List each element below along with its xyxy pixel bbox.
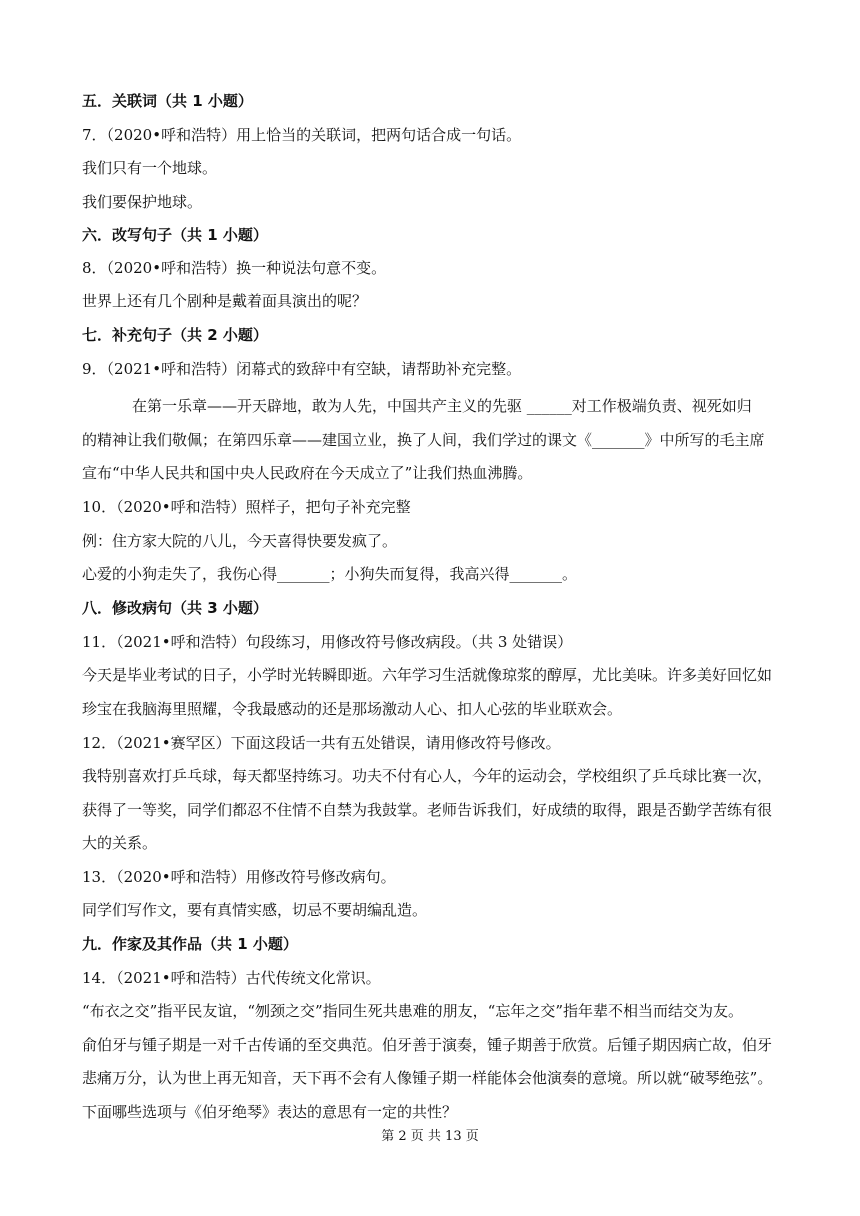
section-heading-5: 五．关联词（共 1 小题） bbox=[82, 92, 253, 110]
question-13-line-1: 同学们写作文，要有真情实感，切忌不要胡编乱造。 bbox=[82, 901, 428, 919]
question-14-paragraph-3: 悲痛万分，认为世上再无知音，天下再不会有人像锺子期一样能体会他演奏的意境。所以就“破琴绝弦”。 bbox=[82, 1069, 773, 1087]
question-12-stem: 12．（2021•赛罕区）下面这段话一共有五处错误，请用修改符号修改。 bbox=[82, 734, 561, 752]
question-13-stem: 13．（2020•呼和浩特）用修改符号修改病句。 bbox=[82, 868, 396, 886]
question-7-stem: 7．（2020•呼和浩特）用上恰当的关联词，把两句话合成一句话。 bbox=[82, 126, 522, 144]
question-10-stem: 10．（2020•呼和浩特）照样子，把句子补充完整 bbox=[82, 498, 411, 516]
question-14-paragraph-4: 下面哪些选项与《伯牙绝琴》表达的意思有一定的共性？ bbox=[82, 1103, 458, 1121]
question-12-paragraph-2: 获得了一等奖，同学们都忍不住情不自禁为我鼓掌。老师告诉我们，好成绩的取得，跟是否勤学苦练有很 bbox=[82, 801, 773, 819]
question-14-stem: 14．（2021•呼和浩特）古代传统文化常识。 bbox=[82, 969, 381, 987]
question-12-paragraph-3: 大的关系。 bbox=[82, 834, 158, 852]
question-7-line-1: 我们只有一个地球。 bbox=[82, 159, 218, 177]
question-8-line-1: 世界上还有几个剧种是戴着面具演出的呢？ bbox=[82, 292, 368, 310]
question-9-stem: 9．（2021•呼和浩特）闭幕式的致辞中有空缺，请帮助补充完整。 bbox=[82, 360, 522, 378]
question-12-paragraph-1: 我特别喜欢打乒乓球，每天都坚持练习。功夫不付有心人，今年的运动会，学校组织了乒乓球比赛一次， bbox=[82, 767, 773, 785]
question-11-paragraph-1: 今天是毕业考试的日子，小学时光转瞬即逝。六年学习生活就像琼浆的醇厚，尤比美味。许多美好回忆如 bbox=[82, 666, 773, 684]
section-heading-9: 九．作家及其作品（共 1 小题） bbox=[82, 935, 298, 953]
page-footer: 第 2 页 共 13 页 bbox=[381, 1129, 479, 1144]
question-10-line-1: 心爱的小狗走失了，我伤心得_______；小狗失而复得，我高兴得_______。 bbox=[82, 565, 578, 583]
section-heading-7: 七．补充句子（共 2 小题） bbox=[82, 326, 268, 344]
question-11-paragraph-2: 珍宝在我脑海里照耀，令我最感动的还是那场激动人心、扣人心弦的毕业联欢会。 bbox=[82, 700, 623, 718]
question-11-stem: 11．（2021•呼和浩特）句段练习，用修改符号修改病段。（共 3 处错误） bbox=[82, 633, 573, 651]
question-14-paragraph-1: “布衣之交”指平民友谊，“刎颈之交”指同生死共患难的朋友，“忘年之交”指年辈不相当而结交为友。 bbox=[82, 1002, 744, 1020]
question-8-stem: 8．（2020•呼和浩特）换一种说法句意不变。 bbox=[82, 259, 387, 277]
question-14-paragraph-2: 俞伯牙与锺子期是一对千古传诵的至交典范。伯牙善于演奏，锺子期善于欣赏。后锺子期因病亡故，伯牙 bbox=[82, 1036, 773, 1054]
question-9-paragraph-3: 宣布“中华人民共和国中央人民政府在今天成立了”让我们热血沸腾。 bbox=[82, 464, 533, 482]
question-7-line-2: 我们要保护地球。 bbox=[82, 193, 203, 211]
section-heading-8: 八．修改病句（共 3 小题） bbox=[82, 599, 268, 617]
section-heading-6: 六．改写句子（共 1 小题） bbox=[82, 226, 268, 244]
question-9-paragraph-2: 的精神让我们敬佩；在第四乐章——建国立业，换了人间，我们学过的课文《_______》中所写的毛主席 bbox=[82, 431, 765, 449]
question-10-example: 例：住方家大院的八儿，今天喜得快要发疯了。 bbox=[82, 532, 398, 550]
question-9-paragraph-1: 在第一乐章——开天辟地，敢为人先，中国共产主义的先驱 ______对工作极端负责、视死如归 bbox=[132, 397, 752, 415]
